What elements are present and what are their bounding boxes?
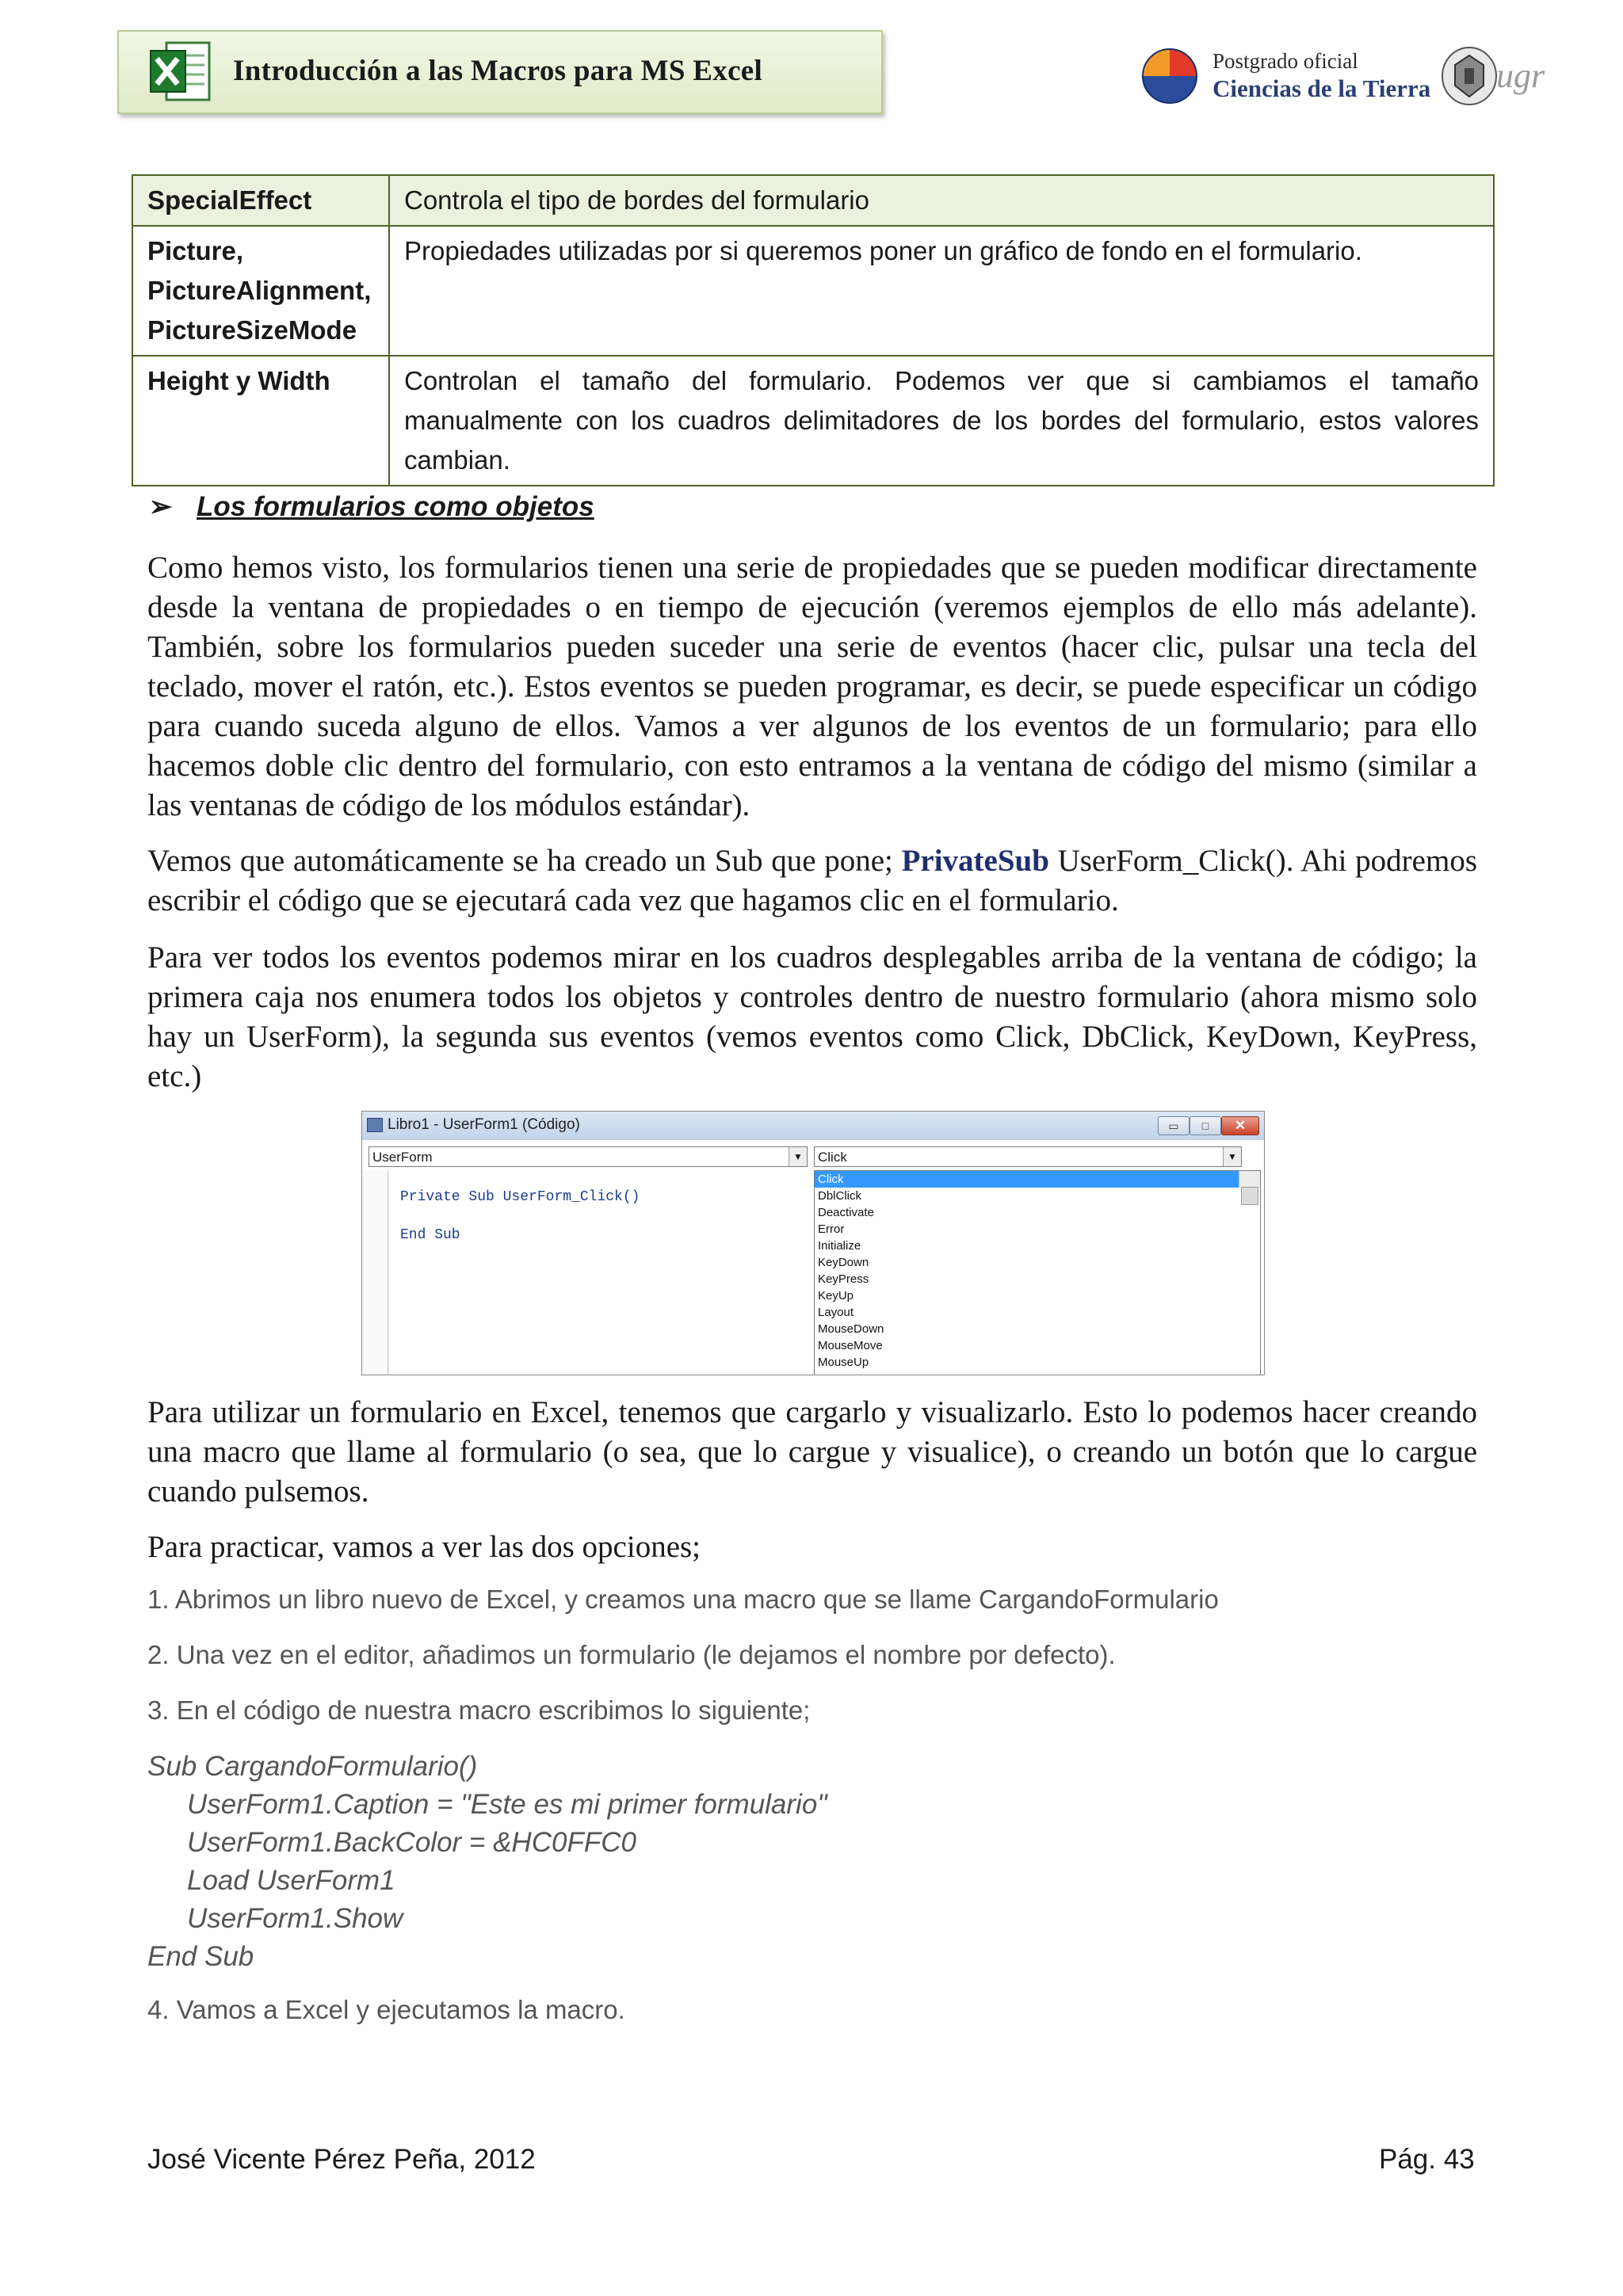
table-row bbox=[132, 226, 1494, 356]
table-key: SpecialEffect bbox=[132, 175, 389, 226]
event-combo[interactable] bbox=[814, 1146, 1242, 1167]
logo-ugr: ugr bbox=[1496, 56, 1545, 95]
table-key: Height y Width bbox=[132, 356, 389, 486]
maximize-button[interactable]: □ bbox=[1190, 1116, 1221, 1135]
code-line: Private Sub UserForm_Click() bbox=[400, 1189, 640, 1205]
keyword-privatesub: PrivateSub bbox=[901, 844, 1049, 878]
event-combo-value: Click bbox=[818, 1150, 847, 1165]
code-line: UserForm1.BackColor = &HC0FFC0 bbox=[187, 1827, 636, 1858]
logo-ciencias: Ciencias de la Tierra bbox=[1212, 74, 1431, 102]
list-item[interactable]: Initialize bbox=[818, 1239, 861, 1253]
minimize-button[interactable]: ▭ bbox=[1158, 1116, 1190, 1135]
window-icon bbox=[367, 1118, 383, 1132]
chevron-down-icon[interactable]: ▼ bbox=[789, 1147, 807, 1166]
table-row bbox=[132, 175, 1494, 226]
table-key: Picture, PictureAlignment, PictureSizeMode bbox=[132, 226, 389, 356]
table-row bbox=[132, 356, 1494, 486]
scrollbar-thumb[interactable] bbox=[1241, 1187, 1258, 1205]
code-line: UserForm1.Show bbox=[187, 1903, 403, 1934]
globe-logo-icon bbox=[1141, 48, 1198, 105]
arrow-bullet-icon: ➢ bbox=[149, 491, 173, 522]
excel-icon bbox=[149, 38, 212, 105]
table-value: Controlan el tamaño del formulario. Podemos ver que si cambiamos el tamaño manualmente con los cuadros delimitadores de los bordes del formulario, estos valores cambian. bbox=[389, 356, 1494, 486]
code-gutter bbox=[362, 1170, 388, 1375]
paragraph-practice: Para practicar, vamos a ver las dos opciones; bbox=[147, 1530, 701, 1564]
code-editor[interactable] bbox=[400, 1178, 640, 1254]
university-seal-icon bbox=[1441, 46, 1498, 106]
code-line: Sub CargandoFormulario() bbox=[147, 1751, 478, 1782]
list-item[interactable]: Error bbox=[818, 1222, 845, 1236]
event-dropdown-list bbox=[814, 1170, 1261, 1375]
object-combo[interactable] bbox=[369, 1146, 808, 1167]
page-number: Pág. 43 bbox=[1379, 2144, 1475, 2175]
list-item[interactable]: Click bbox=[815, 1171, 1243, 1188]
list-item[interactable]: DblClick bbox=[818, 1189, 862, 1203]
section-heading-text: Los formularios como objetos bbox=[197, 491, 594, 522]
code-block bbox=[147, 1748, 827, 1976]
paragraph-text: UserForm_Click(). Ahi podremos escribir el código que se ejecutará cada vez que hagamos clic en el formulario. bbox=[147, 844, 1477, 917]
list-item[interactable]: KeyDown bbox=[818, 1256, 869, 1269]
code-line: UserForm1.Caption = "Este es mi primer formulario" bbox=[187, 1789, 827, 1820]
step-1: 1. Abrimos un libro nuevo de Excel, y creamos una macro que se llame CargandoFormulario bbox=[147, 1585, 1219, 1614]
list-item[interactable]: Deactivate bbox=[818, 1206, 874, 1219]
object-combo-value: UserForm bbox=[372, 1150, 433, 1165]
close-button[interactable]: ✕ bbox=[1221, 1116, 1259, 1135]
list-item[interactable]: Layout bbox=[818, 1306, 854, 1319]
paragraph-usage: Para utilizar un formulario en Excel, tenemos que cargarlo y visualizarlo. Esto lo podemos hacer creando una macro que llame al formulario (o sea, que lo cargue y visualice), o creando un botón que lo cargue cuando pulsemos. bbox=[147, 1395, 1477, 1508]
paragraph-intro: Como hemos visto, los formularios tienen una serie de propiedades que se pueden modificar directamente desde la ventana de propiedades o en tiempo de ejecución (veremos ejemplos de ello más adelante). También, sobre los formularios pueden suceder una serie de eventos (hacer clic, pulsar una tecla del teclado, mover el ratón, etc.). Estos eventos se pueden programar, es decir, se puede especificar un código para cuando suceda alguno de ellos. Vamos a ver algunos de los eventos de un formulario; para ello hacemos doble clic dentro del formulario, con esto entramos a la ventana de código del mismo (similar a las ventanas de código de los módulos estándar). bbox=[147, 551, 1477, 822]
paragraph-text: Vemos que automáticamente se ha creado un Sub que pone; bbox=[147, 844, 902, 878]
footer-author: José Vicente Pérez Peña, 2012 bbox=[147, 2144, 536, 2175]
step-3: 3. En el código de nuestra macro escribimos lo siguiente; bbox=[147, 1695, 811, 1725]
header-title: Introducción a las Macros para MS Excel bbox=[233, 55, 763, 87]
window-title: Libro1 - UserForm1 (Código) bbox=[388, 1116, 580, 1133]
paragraph-events: Para ver todos los eventos podemos mirar en los cuadros desplegables arriba de la ventana de código; la primera caja nos enumera todos los objetos y controles dentro de nuestro formulario (ahora mismo solo hay un UserForm), la segunda sus eventos (vemos eventos como Click, DbClick, KeyDown, KeyPress, etc.) bbox=[147, 940, 1477, 1093]
code-line: End Sub bbox=[147, 1941, 254, 1972]
list-item[interactable]: KeyPress bbox=[818, 1272, 869, 1286]
list-item[interactable]: MouseMove bbox=[818, 1339, 883, 1352]
chevron-down-icon[interactable]: ▼ bbox=[1223, 1147, 1241, 1166]
window-titlebar bbox=[362, 1112, 1264, 1140]
step-4: 4. Vamos a Excel y ejecutamos la macro. bbox=[147, 1995, 625, 2024]
scrollbar[interactable] bbox=[1239, 1171, 1260, 1188]
list-item[interactable]: KeyUp bbox=[818, 1289, 854, 1302]
header-banner bbox=[117, 30, 883, 114]
list-item[interactable]: MouseUp bbox=[818, 1356, 869, 1369]
vba-editor-screenshot bbox=[361, 1111, 1265, 1375]
logo-postgrado: Postgrado oficial bbox=[1212, 49, 1358, 73]
table-value: Controla el tipo de bordes del formulario bbox=[389, 175, 1494, 226]
list-item[interactable]: MouseDown bbox=[818, 1322, 884, 1336]
table-value: Propiedades utilizadas por si queremos poner un gráfico de fondo en el formulario. bbox=[389, 226, 1494, 356]
section-heading bbox=[149, 491, 594, 523]
paragraph-privatesub bbox=[147, 841, 1477, 921]
code-line: End Sub bbox=[400, 1227, 460, 1243]
code-line: Load UserForm1 bbox=[187, 1865, 395, 1896]
step-2: 2. Una vez en el editor, añadimos un formulario (le dejamos el nombre por defecto). bbox=[147, 1640, 1116, 1669]
properties-table bbox=[132, 174, 1495, 486]
